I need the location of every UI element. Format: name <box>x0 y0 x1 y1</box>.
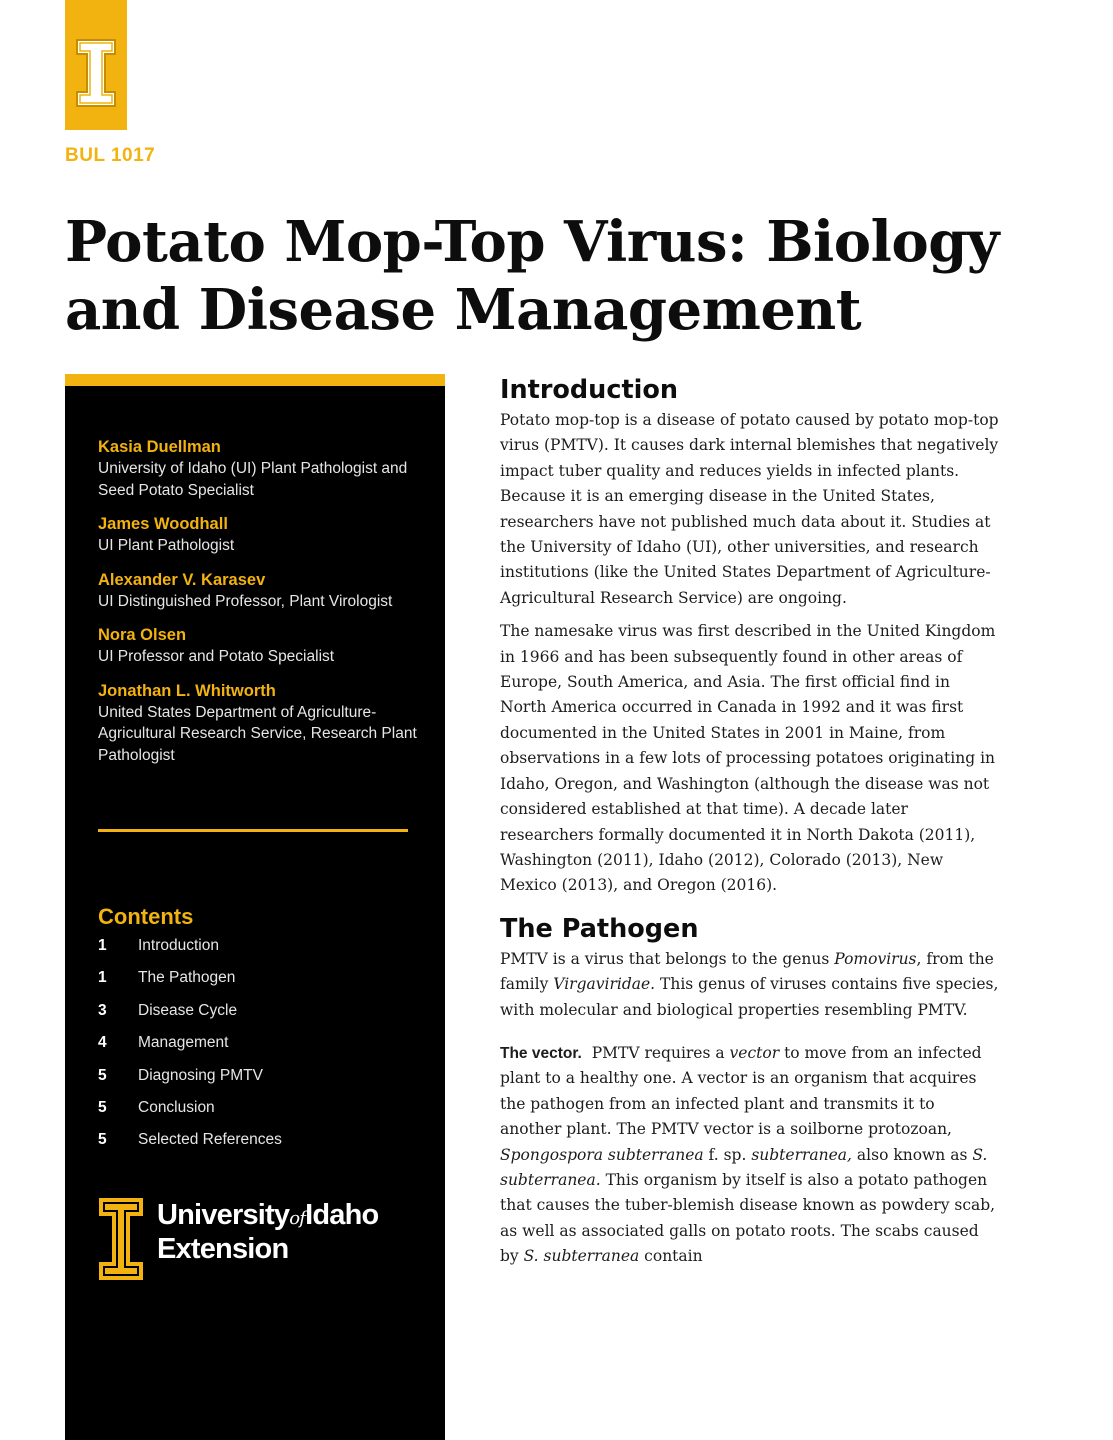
toc-page-number: 1 <box>98 937 107 954</box>
author-role: UI Professor and Potato Specialist <box>98 648 335 665</box>
toc-item-references[interactable] <box>98 1131 418 1163</box>
author-role: United States Department of Agriculture-Agricultural Research Service, Research Plant Pathologist <box>98 703 417 764</box>
toc-label: Conclusion <box>138 1098 215 1116</box>
toc-item-introduction[interactable] <box>98 937 418 969</box>
logo-text-idaho: Idaho <box>305 1199 379 1231</box>
section-heading-introduction: Introduction <box>500 375 679 405</box>
text-run: f. sp. <box>703 1145 752 1164</box>
main-content <box>500 372 1000 1278</box>
run-in-heading: The vector. <box>500 1044 582 1062</box>
italic-genus: Pomovirus <box>834 949 917 968</box>
toc-page-number: 5 <box>98 1131 107 1149</box>
paragraph <box>500 947 1000 1023</box>
text-run: also known as <box>851 1145 973 1164</box>
text-run: PMTV is a virus that belongs to the genus <box>500 949 835 968</box>
italic-species: S. subterranea. <box>500 1145 988 1189</box>
author-name: Nora Olsen <box>98 626 187 644</box>
block-i-icon <box>97 1196 145 1282</box>
text-run: , from the family <box>500 949 994 994</box>
toc-item-disease-cycle[interactable] <box>98 1002 418 1034</box>
author-item <box>98 436 428 501</box>
university-of-idaho-extension-logo <box>97 1196 417 1286</box>
toc-label: Management <box>138 1034 229 1052</box>
paragraph: Potato mop-top is a disease of potato caused by potato mop-top virus (PMTV). It causes dark internal blemishes that negatively impact tuber quality and reduces yields in infected plants. Because it is an emerging disease in the United States, researchers have not published much data about it. Studies at the University of Idaho (UI), other universities, and research institutions (like the United States Department of Agriculture-Agricultural Research Service) are ongoing. <box>500 411 999 607</box>
italic-species: Spongospora subterranea <box>500 1145 704 1164</box>
contents-heading: Contents <box>98 904 194 929</box>
paragraph <box>500 1041 1000 1270</box>
toc-item-conclusion[interactable] <box>98 1099 418 1131</box>
italic-family: Virgaviridae. <box>553 975 656 994</box>
ui-monogram-logo <box>65 0 127 130</box>
text-run: contain <box>639 1247 703 1266</box>
toc-page-number: 5 <box>98 1098 107 1116</box>
table-of-contents <box>98 937 418 1164</box>
paragraph: The namesake virus was first described in the United Kingdom in 1966 and has been subsequently found in other areas of Europe, South America, and Asia. The first official find in North America occurred in Canada in 1992 and it was first documented in the United States in 2001 in Maine, from observations in a few lots of processing potatoes originating in Idaho, Oregon, and Washington (although the disease was not considered established at that time). A decade later researchers formally documented it in North Dakota (2011), Washington (2011), Idaho (2012), Colorado (2013), New Mexico (2013), and Oregon (2016). <box>500 622 996 895</box>
toc-label: Introduction <box>138 937 219 954</box>
sidebar <box>65 374 445 1440</box>
sidebar-divider <box>98 829 408 832</box>
author-name: Jonathan L. Whitworth <box>98 681 276 700</box>
italic-forma: subterranea, <box>751 1145 852 1164</box>
toc-item-diagnosing[interactable] <box>98 1067 418 1099</box>
italic-species: S. subterranea <box>523 1247 640 1266</box>
text-run: PMTV requires a <box>581 1043 730 1062</box>
toc-page-number: 1 <box>98 969 107 987</box>
toc-page-number: 3 <box>98 1001 107 1019</box>
logo-text-extension: Extension <box>157 1233 289 1265</box>
toc-page-number: 4 <box>98 1034 107 1052</box>
logo-text-university: University <box>157 1199 290 1231</box>
toc-label: The Pathogen <box>138 969 236 987</box>
block-i-icon <box>65 0 127 130</box>
toc-label: Disease Cycle <box>138 1001 238 1019</box>
text-run: This organism by itself is also a potato pathogen that causes the tuber-blemish disease known as powdery scab, as well as associated galls on potato roots. The scabs caused by <box>500 1170 996 1266</box>
toc-item-management[interactable] <box>98 1034 418 1066</box>
author-item <box>98 569 428 613</box>
author-role: University of Idaho (UI) Plant Pathologist and Seed Potato Specialist <box>98 460 408 499</box>
text-run: This genus of viruses contains five species, with molecular and biological properties resembling PMTV. <box>500 975 999 1019</box>
toc-label: Selected References <box>138 1131 282 1149</box>
author-item <box>98 513 428 557</box>
text-run: to move from an infected plant to a healthy one. A vector is an organism that acquires the pathogen from an infected plant and transmits it to another plant. The PMTV vector is a soilborne protozoan, <box>500 1043 982 1139</box>
author-item <box>98 624 428 668</box>
toc-label: Diagnosing PMTV <box>138 1066 263 1084</box>
page-title: Potato Mop-Top Virus: Biology and Disease Management <box>65 209 999 343</box>
author-name: Alexander V. Karasev <box>98 570 266 589</box>
author-role: UI Plant Pathologist <box>98 537 235 554</box>
author-name: Kasia Duellman <box>98 438 221 456</box>
toc-item-pathogen[interactable] <box>98 969 418 1001</box>
italic-term: vector <box>729 1043 780 1062</box>
author-name: James Woodhall <box>98 515 228 533</box>
author-role: UI Distinguished Professor, Plant Virologist <box>98 592 393 610</box>
section-heading-pathogen: The Pathogen <box>500 913 699 944</box>
toc-page-number: 5 <box>98 1066 107 1084</box>
logo-wordmark <box>157 1200 378 1265</box>
logo-text-of: of <box>289 1208 306 1229</box>
author-item <box>98 680 428 767</box>
author-list <box>98 436 428 778</box>
bulletin-number: BUL 1017 <box>65 145 156 166</box>
